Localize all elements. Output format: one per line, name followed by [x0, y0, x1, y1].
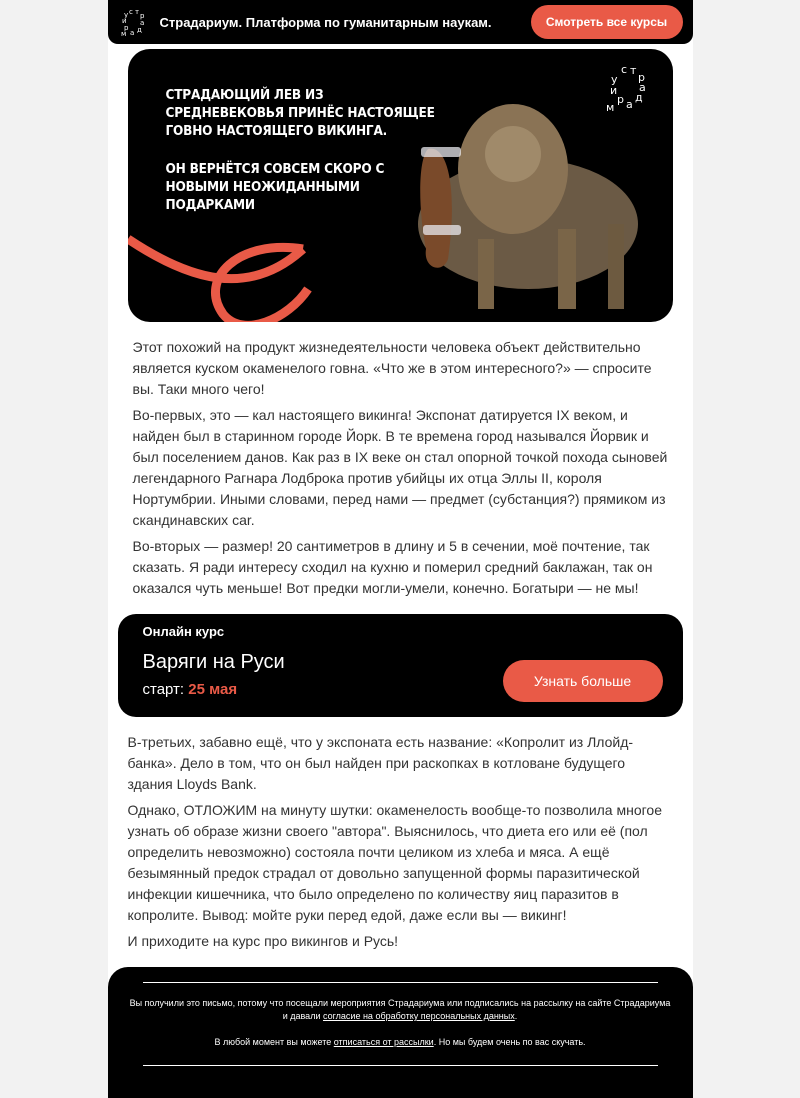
stradarium-logo-icon[interactable] [118, 5, 152, 39]
footer [108, 967, 693, 1098]
divider [143, 1065, 658, 1066]
course-start-date: 25 мая [188, 681, 238, 698]
paragraph: Однако, ОТЛОЖИМ на минуту шутки: окаменелость вообще-то позволила многое узнать об образе жизни своего "автора". Выяснилось, что диета его или её (пол определить невозможно) состояла почти целиком из хлеба и мяса. А ещё безымянный предок страдал от довольно запущенной формы паразитической инфекции кишечника, что было определено по количеству яиц паразитов в копролите. Вывод: мойте руки перед едой, даже если вы — викинг! [127, 802, 662, 923]
course-start [143, 681, 238, 698]
svg-text:у: у [123, 11, 128, 19]
footer-notice-text: Вы получили это письмо, потому что посещали мероприятия Страдариума или подписались на рассылку на сайте Страдариума и давали [129, 998, 671, 1021]
email-body [108, 0, 693, 1098]
svg-text:д: д [634, 91, 643, 104]
article-part-2 [128, 732, 673, 957]
unsubscribe-text-end: . Но мы будем очень по вас скучать. [433, 1037, 586, 1047]
svg-text:а: а [638, 81, 646, 94]
course-type-label: Онлайн курс [142, 624, 225, 639]
svg-text:м: м [605, 101, 614, 113]
svg-text:с: с [620, 63, 627, 76]
divider [143, 982, 658, 983]
paragraph: В-третьих, забавно ещё, что у экспоната есть название: «Копролит из Ллойд-банка». Дело в том, что он был найден при раскопках в котловане будущего здания Lloyds Bank. [127, 734, 634, 792]
view-all-courses-button[interactable]: Смотреть все курсы [531, 5, 683, 39]
learn-more-button[interactable]: Узнать больше [503, 660, 663, 702]
course-start-label: старт: [142, 681, 185, 698]
paragraph: Этот похожий на продукт жизнедеятельности человека объект действительно является куском окаменелого говна. «Что же в этом интересного?» — спросите вы. Таки много чего! [132, 339, 652, 397]
banner-line-1: СТРАДАЮЩИЙ ЛЕВ ИЗ СРЕДНЕВЕКОВЬЯ ПРИНЁС НАСТОЯЩЕЕ ГОВНО НАСТОЯЩЕГО ВИКИНГА. [165, 87, 435, 139]
article-part-1 [133, 337, 673, 604]
svg-text:р: р [616, 93, 624, 106]
paragraph: И приходите на курс про викингов и Русь! [127, 933, 399, 949]
stradarium-logo-icon [605, 61, 657, 113]
svg-text:и: и [609, 84, 617, 97]
svg-text:р: р [123, 24, 128, 32]
course-title: Варяги на Руси [142, 651, 285, 673]
svg-text:т: т [629, 64, 636, 77]
svg-text:у: у [610, 73, 618, 86]
unsubscribe-link[interactable]: отписаться от рассылки [333, 1037, 434, 1047]
svg-text:и: и [121, 17, 127, 25]
unsubscribe-text: В любой момент вы можете [214, 1037, 332, 1047]
svg-text:м: м [120, 30, 126, 38]
paragraph: Во-вторых — размер! 20 сантиметров в длину и 5 в сечении, моё почтение, так сказать. Я ради интересу сходил на кухню и померил средний баклажан, так он оказался чуть меньше! Вот предки могли-умели, конечно. Богатыри — не мы! [132, 538, 653, 596]
promo-banner[interactable] [128, 49, 673, 322]
svg-text:р: р [637, 71, 645, 84]
svg-text:с: с [128, 8, 133, 16]
consent-link[interactable]: согласие на обработку персональных данных [322, 1011, 515, 1021]
course-card [118, 614, 683, 717]
header-title: Страдариум. Платформа по гуманитарным наукам. [159, 14, 492, 30]
svg-text:д: д [136, 26, 142, 34]
banner-headline [166, 86, 436, 234]
footer-notice-end: . [514, 1011, 518, 1021]
footer-notice [128, 997, 673, 1062]
header-bar [108, 0, 693, 44]
svg-text:т: т [134, 8, 139, 16]
paragraph: Во-первых, это — кал настоящего викинга! Экспонат датируется IX веком, и найден был в старинном городе Йорк. В те времена город назывался Йорвик и был поселением данов. Как раз в IX веке он стал опорной точкой похода сыновей легендарного Рагнара Лодброка против убийцы их отца Эллы II, короля Нортумбрии. Иными словами, перед нами — предмет (субстанция?) прямиком из скандинавских car. [132, 407, 668, 528]
banner-line-2: ОН ВЕРНЁТСЯ СОВСЕМ СКОРО С НОВЫМИ НЕОЖИДАННЫМИ ПОДАРКАМИ [165, 161, 385, 213]
svg-text:р: р [139, 12, 144, 20]
svg-text:а: а [139, 19, 144, 27]
svg-text:а: а [625, 98, 633, 111]
svg-text:а: а [129, 29, 134, 37]
